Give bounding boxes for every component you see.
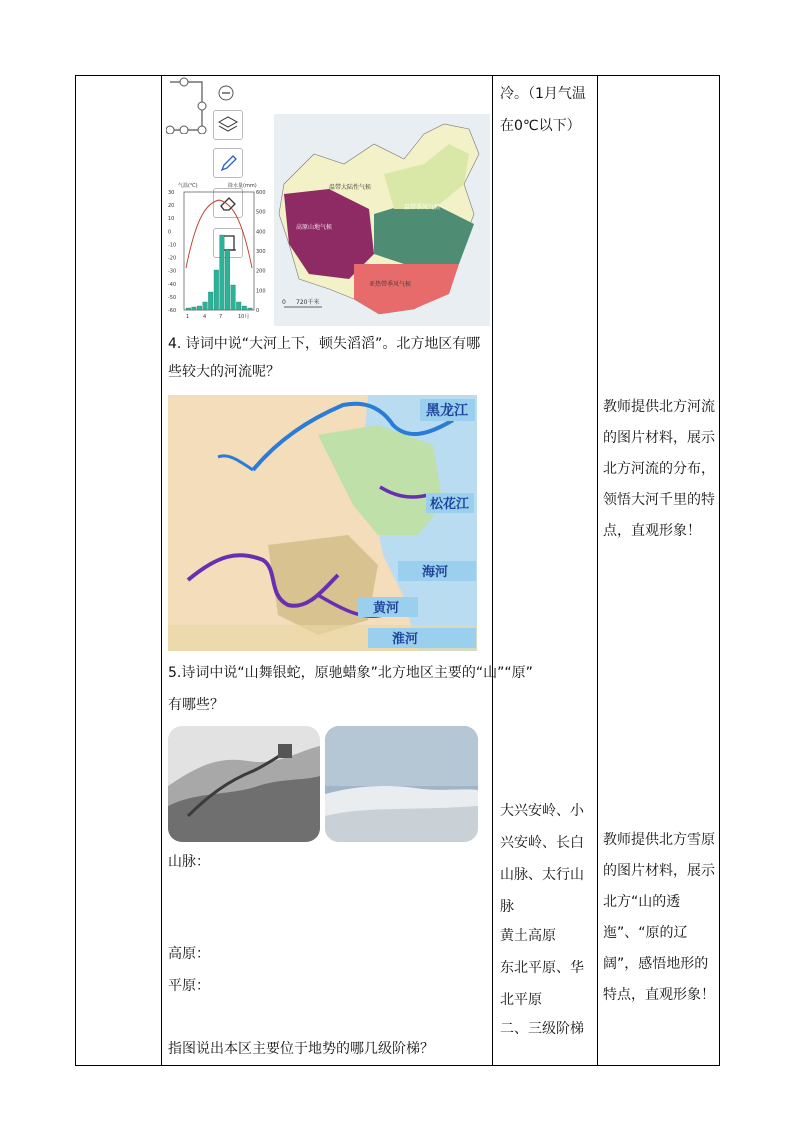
x-tick: 1 — [186, 314, 190, 320]
precip-bar — [214, 270, 219, 310]
river-label-heilongjiang: 黑龙江 — [426, 403, 468, 419]
river-label-haihe: 海河 — [422, 565, 449, 580]
table-col-border-2 — [161, 75, 162, 1066]
y-right-label: 降水量(mm) — [228, 183, 257, 189]
table-col-border-1 — [75, 75, 76, 1066]
y-right-tick: 100 — [256, 288, 266, 295]
y-left-tick: -20 — [168, 255, 177, 262]
scale-label: 720千米 — [296, 299, 320, 306]
minus-circle-icon[interactable] — [217, 84, 235, 102]
question-4-line-1: 4. 诗词中说“大河上下，顿失滔滔”。北方地区有哪 — [168, 336, 481, 352]
answer-plains: 东北平原、华北平原 — [500, 960, 584, 1008]
precip-bar — [248, 308, 253, 310]
precip-bar — [236, 302, 241, 310]
map-label-3: 亚热带季风气候 — [369, 281, 412, 288]
y-right-tick: 300 — [256, 249, 266, 255]
precip-bar — [192, 307, 197, 310]
table-col-border-3 — [492, 75, 493, 1066]
climate-zone-map — [274, 114, 490, 326]
y-left-tick: -40 — [168, 281, 177, 288]
question-4-line-2: 些较大的河流呢？ — [168, 364, 280, 380]
y-right-tick: 0 — [256, 308, 260, 314]
table-bottom-border — [75, 1065, 720, 1066]
y-left-tick: -10 — [168, 242, 177, 249]
y-left-tick: 20 — [168, 203, 175, 210]
precip-bar — [203, 302, 208, 310]
question-steps: 指图说出本区主要位于地势的哪几级阶梯？ — [168, 1041, 434, 1057]
map-label-0: 温带大陆性气候 — [329, 184, 372, 191]
y-left-tick: 30 — [168, 190, 175, 196]
y-left-tick: -50 — [168, 294, 177, 301]
label-plain: 平原： — [168, 978, 210, 994]
note-rivers: 教师提供北方河流的图片材料，展示北方河流的分布，领悟大河千里的特点，直观形象！ — [603, 399, 715, 539]
y-right-tick: 600 — [256, 190, 266, 196]
answer-climate: 冷。（1月气温在0℃以下） — [500, 86, 586, 134]
great-wall-photo — [168, 726, 320, 842]
answer-plateau: 黄土高原 — [500, 928, 556, 944]
x-tick: 7 — [219, 314, 223, 320]
table-col-border-4 — [597, 75, 598, 1066]
y-left-label: 气温(℃) — [178, 183, 198, 189]
precip-bar — [242, 306, 247, 310]
y-left-tick: -60 — [168, 308, 177, 314]
climate-chart — [166, 178, 270, 326]
snow-plain-photo — [325, 726, 478, 842]
map-label-2: 高原山地气候 — [296, 224, 333, 231]
precip-bar — [208, 292, 213, 310]
y-right-tick: 500 — [256, 209, 266, 216]
y-left-tick: -30 — [168, 268, 177, 275]
answer-mountains: 大兴安岭、小兴安岭、长白山脉、太行山脉 — [500, 803, 584, 915]
river-label-huanghe: 黄河 — [373, 601, 400, 616]
table-col-border-5 — [719, 75, 720, 1066]
precip-bar — [220, 235, 225, 310]
question-5-line-1: 5.诗词中说“山舞银蛇，原驰蜡象”北方地区主要的“山”“原” — [168, 665, 533, 681]
note-snow: 教师提供北方雪原的图片材料，展示北方“山的透迤”、“原的辽阔”，感悟地形的特点，直观形象！ — [603, 832, 715, 1003]
question-5-line-2: 有哪些？ — [168, 697, 224, 713]
pen-icon[interactable] — [213, 148, 243, 178]
y-left-tick: 10 — [168, 216, 175, 223]
x-tick: 10月 — [238, 314, 250, 320]
answer-steps: 二、三级阶梯 — [500, 1021, 584, 1037]
precip-bar — [197, 306, 202, 310]
scale-zero: 0 — [282, 299, 286, 306]
river-map — [168, 395, 477, 651]
river-label-songhua: 松花江 — [430, 497, 470, 512]
river-label-huaihe: 淮河 — [392, 632, 419, 647]
x-tick: 4 — [203, 314, 207, 320]
label-plateau: 高原： — [168, 946, 210, 962]
y-right-tick: 400 — [256, 229, 266, 236]
label-mountains: 山脉： — [168, 854, 210, 870]
layers-icon[interactable] — [213, 110, 243, 140]
map-label-1: 温带季风气候 — [404, 204, 441, 211]
y-right-tick: 200 — [256, 268, 266, 275]
precip-bar — [231, 285, 236, 310]
precip-bar — [186, 308, 191, 310]
precip-bar — [225, 250, 230, 310]
y-left-tick: 0 — [168, 229, 172, 236]
